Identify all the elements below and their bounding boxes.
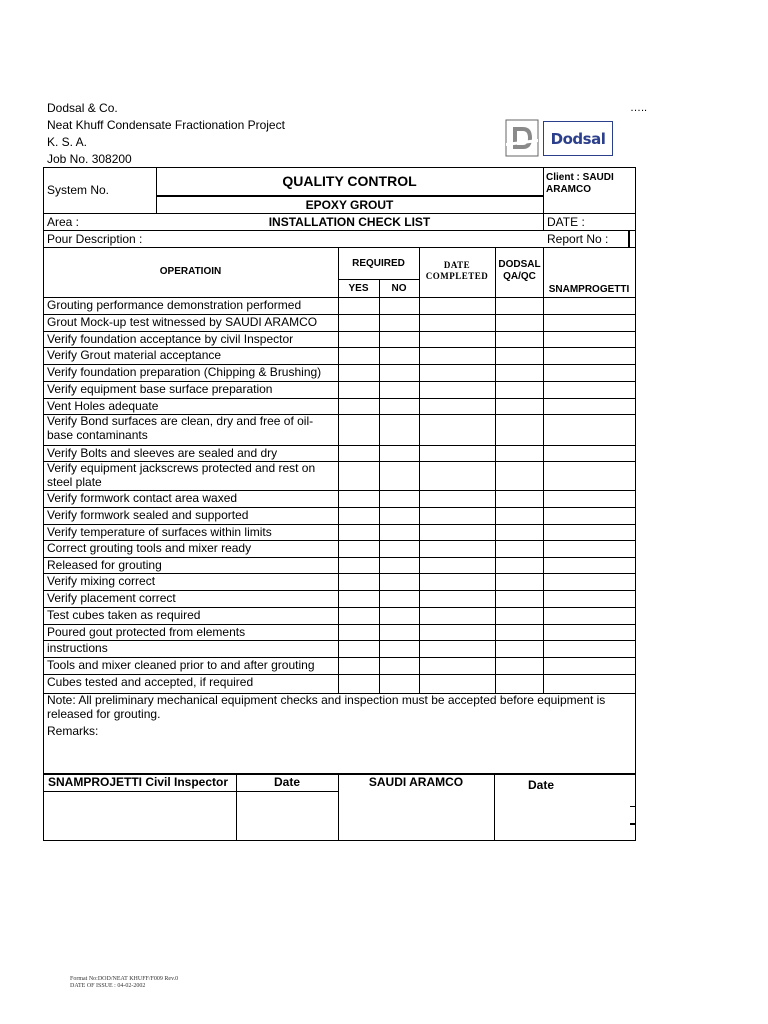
checklist-row-label: Tools and mixer cleaned prior to and after grouting (47, 658, 315, 672)
note-text: Note: All preliminary mechanical equipment checks and inspection must be accepted before equipment is released for grouting. (47, 693, 606, 721)
job-number: Job No. 308200 (47, 152, 132, 166)
dodsal-logo (543, 121, 613, 156)
date-completed-header: DATE COMPLETED (425, 260, 489, 281)
checklist-row-label: Vent Holes adequate (47, 399, 159, 413)
date-label-1: Date (273, 775, 300, 789)
date-label: DATE : (547, 215, 585, 229)
client-label: Client : SAUDI ARAMCO (546, 172, 614, 195)
grid-line (43, 167, 636, 168)
dodsal-emblem-icon (505, 119, 539, 157)
project-name: Neat Khuff Condensate Fractionation Project (47, 118, 285, 132)
area-label: Area : (47, 215, 80, 229)
checklist-row-label: Correct grouting tools and mixer ready (47, 541, 252, 555)
saudi-aramco-label: SAUDI ARAMCO (368, 775, 464, 789)
checklist-row-label: Verify foundation preparation (Chipping & Brushing) (47, 365, 322, 379)
grid-line (43, 840, 636, 841)
dodsal-qaqc-header: DODSAL QA/QC (498, 259, 541, 282)
company-name: Dodsal & Co. (47, 101, 118, 115)
checklist-row-label: Grouting performance demonstration performed (47, 298, 302, 312)
system-no-label: System No. (47, 183, 110, 197)
grid-line (494, 774, 495, 840)
header-dots: ….. (630, 102, 648, 114)
remarks-label: Remarks: (47, 724, 99, 738)
checklist-row-label: Verify Bond surfaces are clean, dry and free of oil-base contaminants (47, 414, 314, 442)
date-label-2: Date (528, 778, 555, 792)
logo-text: Dodsal (550, 129, 606, 148)
snam-inspector-label: SNAMPROJETTI Civil Inspector (48, 775, 229, 789)
pour-description-label: Pour Description : (47, 232, 143, 246)
grid-line (628, 230, 630, 247)
format-number: Format No:DOD/NEAT KHUFF/F009 Rev.0 (70, 976, 179, 982)
no-header: NO (391, 283, 407, 294)
checklist-row-label: Released for grouting (47, 558, 162, 572)
checklist-row-label: Verify formwork contact area waxed (47, 491, 238, 505)
checklist-row-label: Verify equipment jackscrews protected and rest on steel plate (47, 461, 316, 489)
checklist-row-label: Verify foundation acceptance by civil Inspector (47, 332, 294, 346)
grid-line (43, 213, 636, 214)
checklist-row-label: Test cubes taken as required (47, 608, 201, 622)
grid-line (43, 247, 636, 248)
checklist-row-label: Verify Bolts and sleeves are sealed and dry (47, 446, 278, 460)
edge-mark (630, 806, 636, 807)
checklist-row-label: Grout Mock-up test witnessed by SAUDI ARAMCO (47, 315, 318, 329)
grid-line (43, 640, 636, 641)
grid-line (43, 791, 338, 792)
country: K. S. A. (47, 135, 88, 149)
checklist-row-label: Poured gout protected from elements (47, 625, 246, 639)
checklist-row-label: Verify equipment base surface preparation (47, 382, 273, 396)
checklist-row-label: Verify temperature of surfaces within limits (47, 525, 272, 539)
edge-mark (630, 823, 636, 825)
checklist-row-label: Verify placement correct (47, 591, 176, 605)
grid-line (379, 279, 380, 693)
form-title: QUALITY CONTROL (282, 173, 417, 189)
date-of-issue: DATE OF ISSUE : 04-02-2002 (70, 983, 146, 989)
checklist-title: INSTALLATION CHECK LIST (268, 215, 431, 229)
required-header: REQUIRED (352, 258, 405, 269)
operation-header: OPERATIOIN (159, 266, 222, 277)
grid-line (635, 167, 636, 840)
checklist-row-label: Verify mixing correct (47, 574, 156, 588)
checklist-row-label: Verify Grout material acceptance (47, 348, 222, 362)
snamprogetti-header: SNAMPROGETTI (548, 284, 630, 295)
grid-line (156, 195, 543, 197)
report-no-label: Report No : (547, 232, 609, 246)
checklist-row-label: Cubes tested and accepted, if required (47, 675, 254, 689)
form-subtitle: EPOXY GROUT (305, 198, 394, 212)
grid-line (543, 167, 544, 230)
yes-header: YES (348, 283, 369, 294)
grid-line (43, 230, 636, 231)
checklist-row-label: Verify formwork sealed and supported (47, 508, 249, 522)
checklist-row-label: instructions (47, 641, 108, 655)
